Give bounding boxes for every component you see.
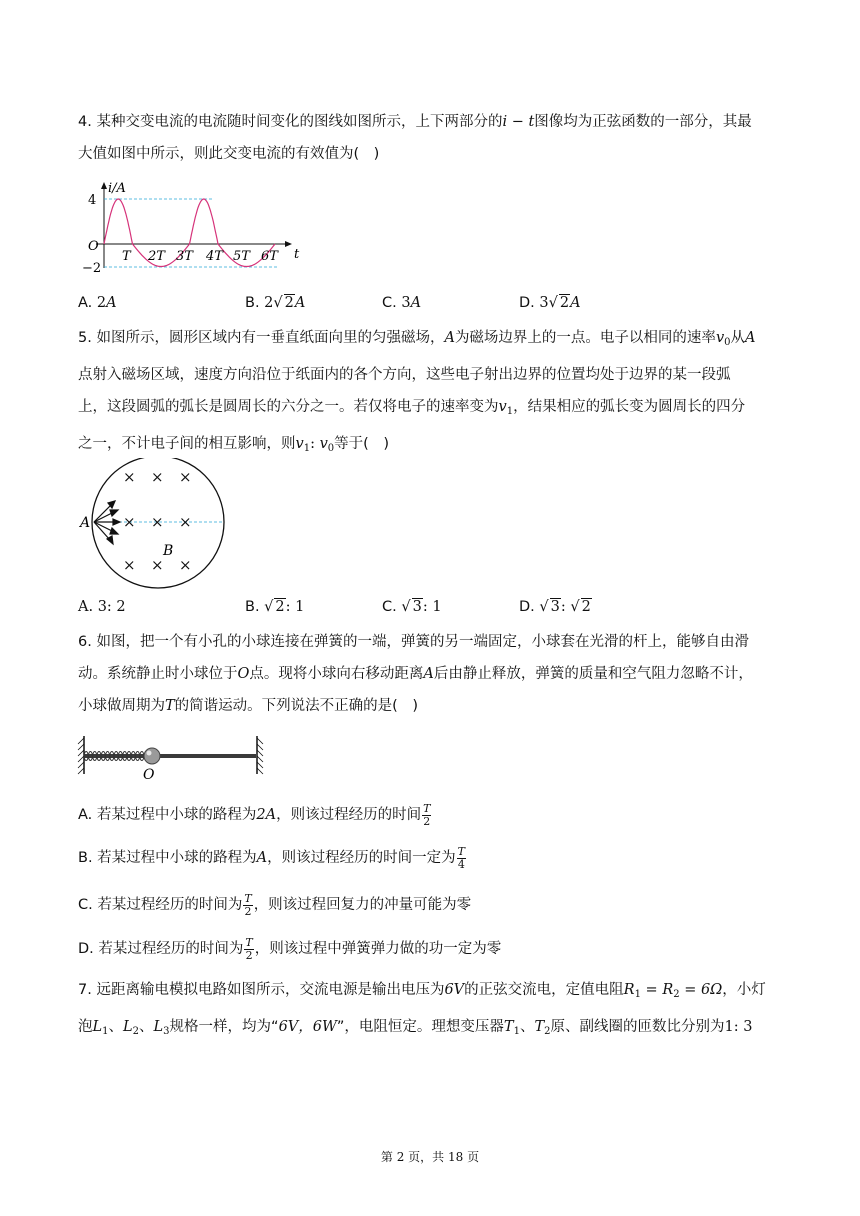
q6-line-3: 小球做周期为T的简谐运动。下列说法不正确的是( ): [78, 698, 418, 714]
q6-option-b[interactable]: B. 若某过程中小球的路程为A，则该过程经历的时间一定为 $\frac{T}{4}$: [78, 844, 465, 871]
q5-line-1: 5. 如图所示，圆形区域内有一垂直纸面向里的匀强磁场，A为磁场边界上的一点。电子以相同的速率$v_0$从A: [78, 330, 756, 348]
q4-line-1: 4. 某种交变电流的电流随时间变化的图线如图所示，上下两部分的i − t图像均为正弦函数的一部分，其最: [78, 114, 752, 130]
q4-y-tick-4: 4: [88, 193, 97, 208]
q6-spring-figure: [76, 730, 266, 782]
q4-x-tick-T: T: [122, 249, 131, 264]
q4-y-tick-neg2: −2: [82, 261, 102, 276]
q6-fraction-a: $\frac{T}{2}$: [423, 801, 431, 828]
q4-option-a[interactable]: A. 2A: [78, 295, 117, 311]
q4-option-d[interactable]: D. 3√ 2A: [519, 295, 581, 311]
q4-x-tick-5T: 5T: [233, 249, 250, 264]
q5-option-a[interactable]: A. 3: 2: [78, 599, 126, 615]
q6-point-o-label: O: [143, 767, 155, 782]
q4-line-2: 大值如图中所示，则此交变电流的有效值为( ): [78, 146, 380, 162]
q5-cross-6: ×: [179, 513, 192, 531]
q4-option-b[interactable]: B. 2√ 2A: [245, 295, 306, 311]
q6-fraction-c: $\frac{T}{2}$: [244, 891, 252, 918]
q5-option-c[interactable]: C. √ 3: 1: [382, 599, 442, 615]
q6-option-d[interactable]: D. 若某过程经历的时间为 $\frac{T}{2}$ ，则该过程中弹簧弹力做的功一定为零: [78, 935, 502, 962]
q5-cross-2: ×: [151, 468, 164, 486]
q5-cross-1: ×: [123, 468, 136, 486]
q5-cross-4: ×: [123, 513, 136, 531]
q5-magnetic-field-figure: [76, 458, 246, 594]
q5-cross-7: ×: [123, 556, 136, 574]
q4-y-axis-label: i/A: [108, 181, 126, 196]
q6-option-a[interactable]: A. 若某过程中小球的路程为2A，则该过程经历的时间 $\frac{T}{2}$: [78, 801, 431, 828]
q7-line-2: 泡$L_1$、$L_2$、$L_3$规格一样，均为“6V，6W”，电阻恒定。理想变压器$T_1$、$T_2$原、副线圈的匝数比分别为1: 3: [78, 1019, 753, 1037]
question-7-stem: [78, 974, 780, 1048]
q4-current-graph: [78, 178, 300, 278]
q5-option-b[interactable]: B. √ 2: 1: [245, 599, 305, 615]
question-5-stem: [78, 322, 780, 465]
page-footer: 第 2 页，共 18 页: [380, 1150, 480, 1164]
q5-options: [78, 596, 778, 618]
q5-cross-8: ×: [151, 556, 164, 574]
q4-x-tick-3T: 3T: [176, 249, 193, 264]
q7-line-1: 7. 远距离输电模拟电路如图所示，交流电源是输出电压为6V的正弦交流电，定值电阻$R_1 = R_2 = 6\Omega$，小灯: [78, 982, 766, 1000]
q6-line-2: 动。系统静止时小球位于O点。现将小球向右移动距离A后由静止释放，弹簧的质量和空气阻力忽略不计，: [78, 666, 753, 682]
q5-point-b-label: B: [163, 543, 174, 559]
q6-line-1: 6. 如图，把一个有小孔的小球连接在弹簧的一端，弹簧的另一端固定，小球套在光滑的杆上，能够自由滑: [78, 634, 749, 650]
q4-x-tick-2T: 2T: [148, 249, 165, 264]
q5-option-d[interactable]: D. √ 3: √ 2: [519, 599, 591, 615]
q4-x-tick-4T: 4T: [206, 249, 223, 264]
q4-x-axis-label: t: [294, 247, 300, 262]
q6-fraction-d: $\frac{T}{2}$: [245, 935, 253, 962]
q5-line-4: 之一，不计电子间的相互影响，则$v_1$: $v_0$等于( ): [78, 436, 389, 454]
q6-option-c[interactable]: C. 若某过程经历的时间为 $\frac{T}{2}$ ，则该过程回复力的冲量可能为零: [78, 891, 472, 918]
q4-x-tick-6T: 6T: [261, 249, 278, 264]
q5-cross-9: ×: [179, 556, 192, 574]
q4-options: [78, 292, 778, 314]
q5-point-a-label: A: [80, 515, 91, 531]
q5-line-3: 上，这段圆弧的弧长是圆周长的六分之一。若仅将电子的速率变为$v_1$，结果相应的弧长变为圆周长的四分: [78, 399, 746, 417]
question-4-stem: [78, 106, 780, 170]
q6-fraction-b: $\frac{T}{4}$: [457, 844, 465, 871]
q5-cross-5: ×: [151, 513, 164, 531]
question-6-stem: [78, 626, 780, 722]
q5-cross-3: ×: [179, 468, 192, 486]
q4-option-c[interactable]: C. 3A: [382, 295, 422, 311]
q4-origin-label: O: [88, 239, 99, 254]
q5-line-2: 点射入磁场区域，速度方向沿位于纸面内的各个方向，这些电子射出边界的位置均处于边界的某一段弧: [78, 367, 731, 383]
